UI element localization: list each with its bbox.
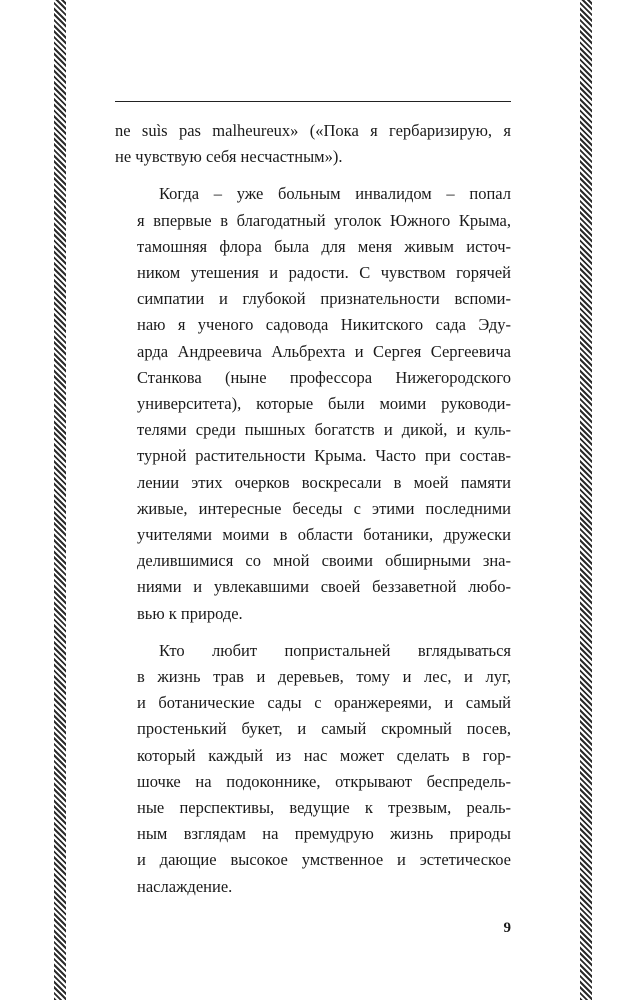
text-line: не чувствую себя несчастным»).	[115, 147, 343, 167]
text-line: ным взглядам на премудрую жизнь природы	[137, 824, 511, 844]
paragraph-1	[115, 118, 511, 170]
text-line: ные перспективы, ведущие к трезвым, реаль-	[137, 798, 511, 818]
text-line: живые, интересные беседы с этими последними	[137, 498, 511, 518]
text-line: университета), которые были моими руководи-	[137, 394, 511, 414]
page-number: 9	[503, 920, 511, 936]
text-line: Станкова (ныне профессора Нижегородского	[137, 367, 511, 387]
text-line: ником утешения и радости. С чувством горячей	[137, 263, 511, 283]
decorative-border-left	[54, 0, 66, 1000]
page-body	[115, 118, 511, 900]
text-line: наслаждение.	[137, 876, 233, 896]
text-line: делившимися со мной своими обширными зна-	[137, 551, 511, 571]
text-line: тамошняя флора была для меня живым источ-	[137, 236, 511, 256]
text-line: шочке на подоконнике, открывают беспредель-	[137, 771, 511, 791]
text-line: арда Андреевича Альбрехта и Сергея Сергеевича	[137, 341, 511, 361]
text-line: ne suìs pas malheureux» («Пока я гербаризирую, я	[115, 121, 511, 140]
text-line: лении этих очерков воскресали в моей памяти	[137, 472, 511, 492]
text-line: Кто любит попристальней вглядываться	[159, 640, 511, 660]
paragraph-3	[115, 638, 511, 900]
text-line: наю я ученого садовода Никитского сада Эду-	[137, 315, 511, 335]
text-line: и дающие высокое умственное и эстетическое	[137, 850, 511, 870]
text-line: телями среди пышных богатств и дикой, и куль-	[137, 420, 511, 440]
text-line: турной растительности Крыма. Часто при состав-	[137, 446, 511, 466]
header-rule	[115, 101, 511, 102]
text-line: учителями моими в области ботаники, дружески	[137, 525, 511, 545]
text-line: в жизнь трав и деревьев, тому и лес, и луг,	[137, 667, 511, 687]
text-line: простенький букет, и самый скромный посев,	[137, 719, 511, 739]
text-line: я впервые в благодатный уголок Южного Крыма,	[137, 210, 511, 230]
text-line: ниями и увлекавшими своей беззаветной любо-	[137, 577, 511, 597]
text-line: симпатии и глубокой признательности вспоми-	[137, 289, 511, 309]
text-line: Когда – уже больным инвалидом – попал	[159, 184, 511, 204]
paragraph-2	[115, 181, 511, 626]
text-line: вью к природе.	[137, 603, 243, 623]
text-line: и ботанические сады с оранжереями, и самый	[137, 693, 511, 713]
text-line: который каждый из нас может сделать в гор-	[137, 745, 511, 765]
decorative-border-right	[580, 0, 592, 1000]
